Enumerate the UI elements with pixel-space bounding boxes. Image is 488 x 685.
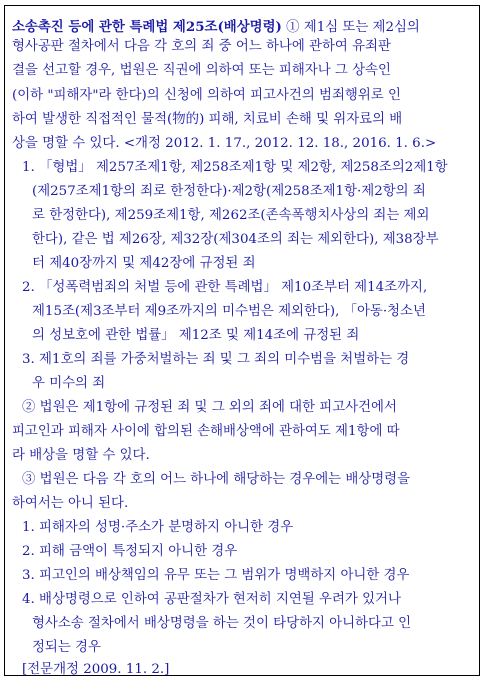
- paragraph-3-line-2: 하여서는 아니 된다.: [12, 496, 129, 511]
- para3-item-4-line-3: 정되는 경우: [32, 640, 101, 655]
- item-3-line-1: 3. 제1호의 죄를 가중처벌하는 죄 및 그 죄의 미수범을 처벌하는 경: [22, 352, 410, 367]
- para3-item-2: 2. 피해 금액이 특정되지 아니한 경우: [22, 544, 238, 559]
- paragraph-1-line-1: ① 제1심 또는 제2심의: [286, 20, 420, 35]
- paragraph-1-line-6: 상을 명할 수 있다. <개정 2012. 1. 17., 2012. 12. 18., 2016. 1. 6.>: [12, 136, 437, 151]
- item-2-line-1: 2. 「성폭력범죄의 처벌 등에 관한 특례법」 제10조부터 제14조까지,: [22, 280, 428, 295]
- paragraph-2-line-3: 라 배상을 명할 수 있다.: [12, 448, 150, 463]
- paragraph-1-line-3: 결을 선고할 경우, 법원은 직권에 의하여 또는 피해자나 그 상속인: [12, 63, 391, 78]
- paragraph-1-line-4: (이하 "피해자"라 한다)의 신청에 의하여 피고사건의 범죄행위로 인: [12, 88, 401, 103]
- article-heading-line: [12, 17, 488, 38]
- item-1-line-3: 로 한정한다), 제259조제1항, 제262조(존속폭행치사상의 죄는 제외: [32, 208, 430, 223]
- paragraph-1-line-2: 형사공판 절차에서 다음 각 호의 죄 중 어느 하나에 관하여 유죄판: [12, 39, 391, 54]
- para3-item-1: 1. 피해자의 성명·주소가 분명하지 아니한 경우: [22, 520, 294, 535]
- para3-item-3: 3. 피고인의 배상책임의 유무 또는 그 범위가 명백하지 아니한 경우: [22, 568, 410, 583]
- article-title: 소송촉진 등에 관한 특례법 제25조(배상명령): [12, 19, 282, 35]
- item-1-line-4: 한다), 같은 법 제26장, 제32장(제304조의 죄는 제외한다), 제38장부: [32, 232, 439, 247]
- revision-note: [전문개정 2009. 11. 2.]: [22, 662, 170, 677]
- paragraph-2-line-2: 피고인과 피해자 사이에 합의된 손해배상액에 관하여도 제1항에 따: [12, 424, 400, 439]
- item-3-line-2: 우 미수의 죄: [32, 376, 106, 391]
- item-1-line-1: 1. 「형법」 제257조제1항, 제258조제1항 및 제2항, 제258조의2제1항: [22, 160, 448, 175]
- item-2-line-3: 의 성보호에 관한 법률」 제12조 및 제14조에 규정된 죄: [32, 328, 360, 343]
- para3-item-4-line-2: 형사소송 절차에서 배상명령을 하는 것이 타당하지 아니하다고 인: [32, 616, 412, 631]
- paragraph-3-line-1: ③ 법원은 다음 각 호의 어느 하나에 해당하는 경우에는 배상명령을: [22, 472, 411, 487]
- item-1-line-2: (제257조제1항의 죄로 한정한다)·제2항(제258조제1항·제2항의 죄: [32, 184, 426, 199]
- paragraph-2-line-1: ② 법원은 제1항에 규정된 죄 및 그 외의 죄에 대한 피고사건에서: [22, 400, 397, 415]
- item-1-line-5: 터 제40장까지 및 제42장에 규정된 죄: [32, 256, 256, 271]
- item-2-line-2: 제15조(제3조부터 제9조까지의 미수범은 제외한다), 「아동·청소년: [32, 304, 426, 319]
- para3-item-4-line-1: 4. 배상명령으로 인하여 공판절차가 현저히 지연될 우려가 있거나: [22, 592, 401, 607]
- paragraph-1-line-5: 하여 발생한 직접적인 물적(物的) 피해, 치료비 손해 및 위자료의 배: [12, 112, 403, 127]
